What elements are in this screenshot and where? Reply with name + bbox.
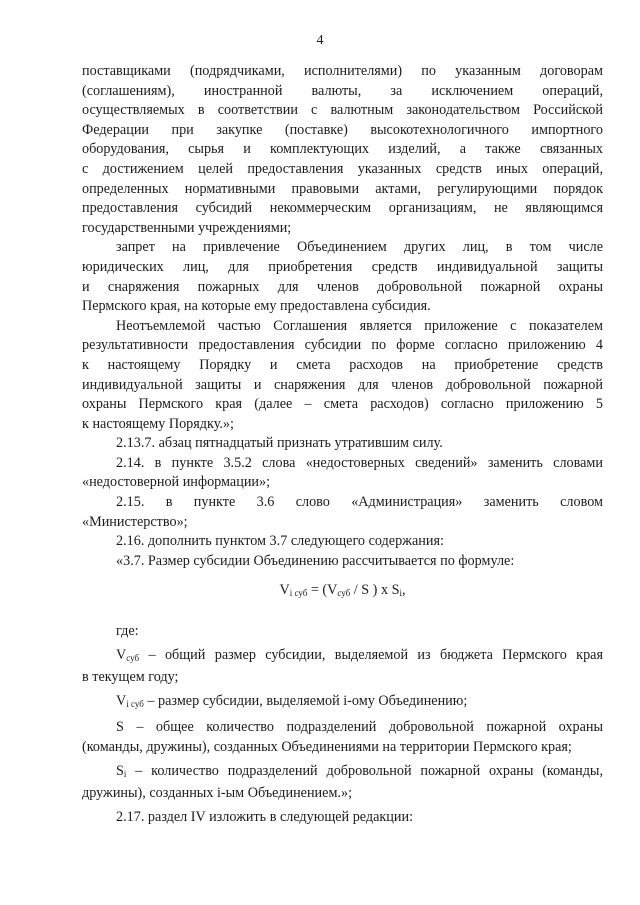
def-subscript: суб [126, 652, 140, 663]
text-line: 2.13.7. абзац пятнадцатый признать утратившим силу. [116, 435, 443, 452]
formula-eq: = (V [307, 582, 338, 599]
formula-div: / S ) x S [350, 582, 400, 599]
definition-si [82, 762, 603, 785]
formula-si-sub: i [399, 588, 402, 599]
formula-v-sub: i суб [289, 588, 308, 599]
text-line: и снаряжения пожарных для членов добровольной пожарной охраны [82, 278, 603, 295]
text-line: в текущем году; [82, 669, 179, 686]
text-line: государственными учреждениями; [82, 219, 292, 236]
text-line: индивидуальной защиты и снаряжения для членов добровольной пожарной [82, 376, 603, 393]
text-line: к настоящему Порядку и смета расходов на приобретение средств [82, 356, 603, 373]
formula-vsub-sub: суб [337, 588, 351, 599]
text-line: дружины), созданных i-ым Объединением.»; [82, 785, 353, 802]
text-line: к настоящему Порядку.»; [82, 415, 234, 432]
formula-end: , [402, 582, 406, 599]
def-symbol: S [116, 762, 124, 779]
def-text: – размер субсидии, выделяемой i-ому Объединению; [143, 692, 468, 709]
text-line: осуществляемых в соответствии с валютным законодательством Российской [82, 102, 603, 119]
definition-total-subsidy [82, 646, 603, 669]
definition-i-subsidy [82, 692, 603, 715]
where-label: где: [116, 623, 139, 640]
text-line: Пермского края, на которые ему предоставлена субсидия. [82, 298, 431, 315]
text-line: предоставления субсидий некоммерческим организациям, не являющимся [82, 200, 603, 217]
text-line: 2.15. в пункте 3.6 слово «Администрация» заменить словом [116, 494, 603, 511]
def-subscript: i суб [126, 698, 144, 709]
text-line: с достижением целей предоставления указанных средств иных операций, [82, 160, 603, 177]
text-line: Неотъемлемой частью Соглашения является приложение с показателем [116, 317, 603, 334]
text-line: результативности предоставления субсидии по форме согласно приложению 4 [82, 337, 603, 354]
def-text: – общий размер субсидии, выделяемой из бюджета Пермского края [139, 646, 603, 663]
definition-s-total: S – общее количество подразделений добровольной пожарной охраны [116, 719, 603, 736]
text-line: 2.17. раздел IV изложить в следующей редакции: [116, 808, 414, 825]
formula-v: V [279, 582, 290, 599]
def-symbol: V [116, 646, 127, 663]
text-line: (соглашениям), иностранной валюты, за исключением операций, [82, 82, 603, 99]
text-line: 2.16. дополнить пунктом 3.7 следующего содержания: [116, 533, 444, 550]
text-line: юридических лиц, для приобретения средств индивидуальной защиты [82, 258, 603, 275]
text-line: поставщиками (подрядчиками, исполнителями) по указанным договорам [82, 63, 603, 79]
subsidy-formula [82, 581, 603, 604]
text-line: «Министерство»; [82, 513, 188, 530]
text-line: охраны Пермского края (далее – смета расходов) согласно приложению 5 [82, 396, 603, 413]
text-line: определенных нормативными правовыми актами, регулирующими порядок [82, 180, 603, 197]
text-line: оборудования, сырья и комплектующих изделий, а также связанных [82, 141, 603, 158]
page-number: 4 [316, 33, 324, 48]
text-line: (команды, дружины), созданных Объединениями на территории Пермского края; [82, 739, 572, 755]
document-body [82, 62, 603, 827]
text-line: «3.7. Размер субсидии Объединению рассчитывается по формуле: [116, 552, 515, 569]
def-text: – количество подразделений добровольной пожарной охраны (команды, [126, 762, 603, 779]
text-line: запрет на привлечение Объединением других лиц, в том числе [116, 239, 603, 256]
text-line: Федерации при закупке (поставке) высокотехнологичного импортного [82, 121, 603, 138]
text-line: «недостоверной информации»; [82, 474, 271, 491]
text-line: 2.14. в пункте 3.5.2 слова «недостоверных сведений» заменить словами [116, 454, 603, 471]
def-subscript: i [123, 768, 127, 779]
def-symbol: V [116, 692, 127, 709]
